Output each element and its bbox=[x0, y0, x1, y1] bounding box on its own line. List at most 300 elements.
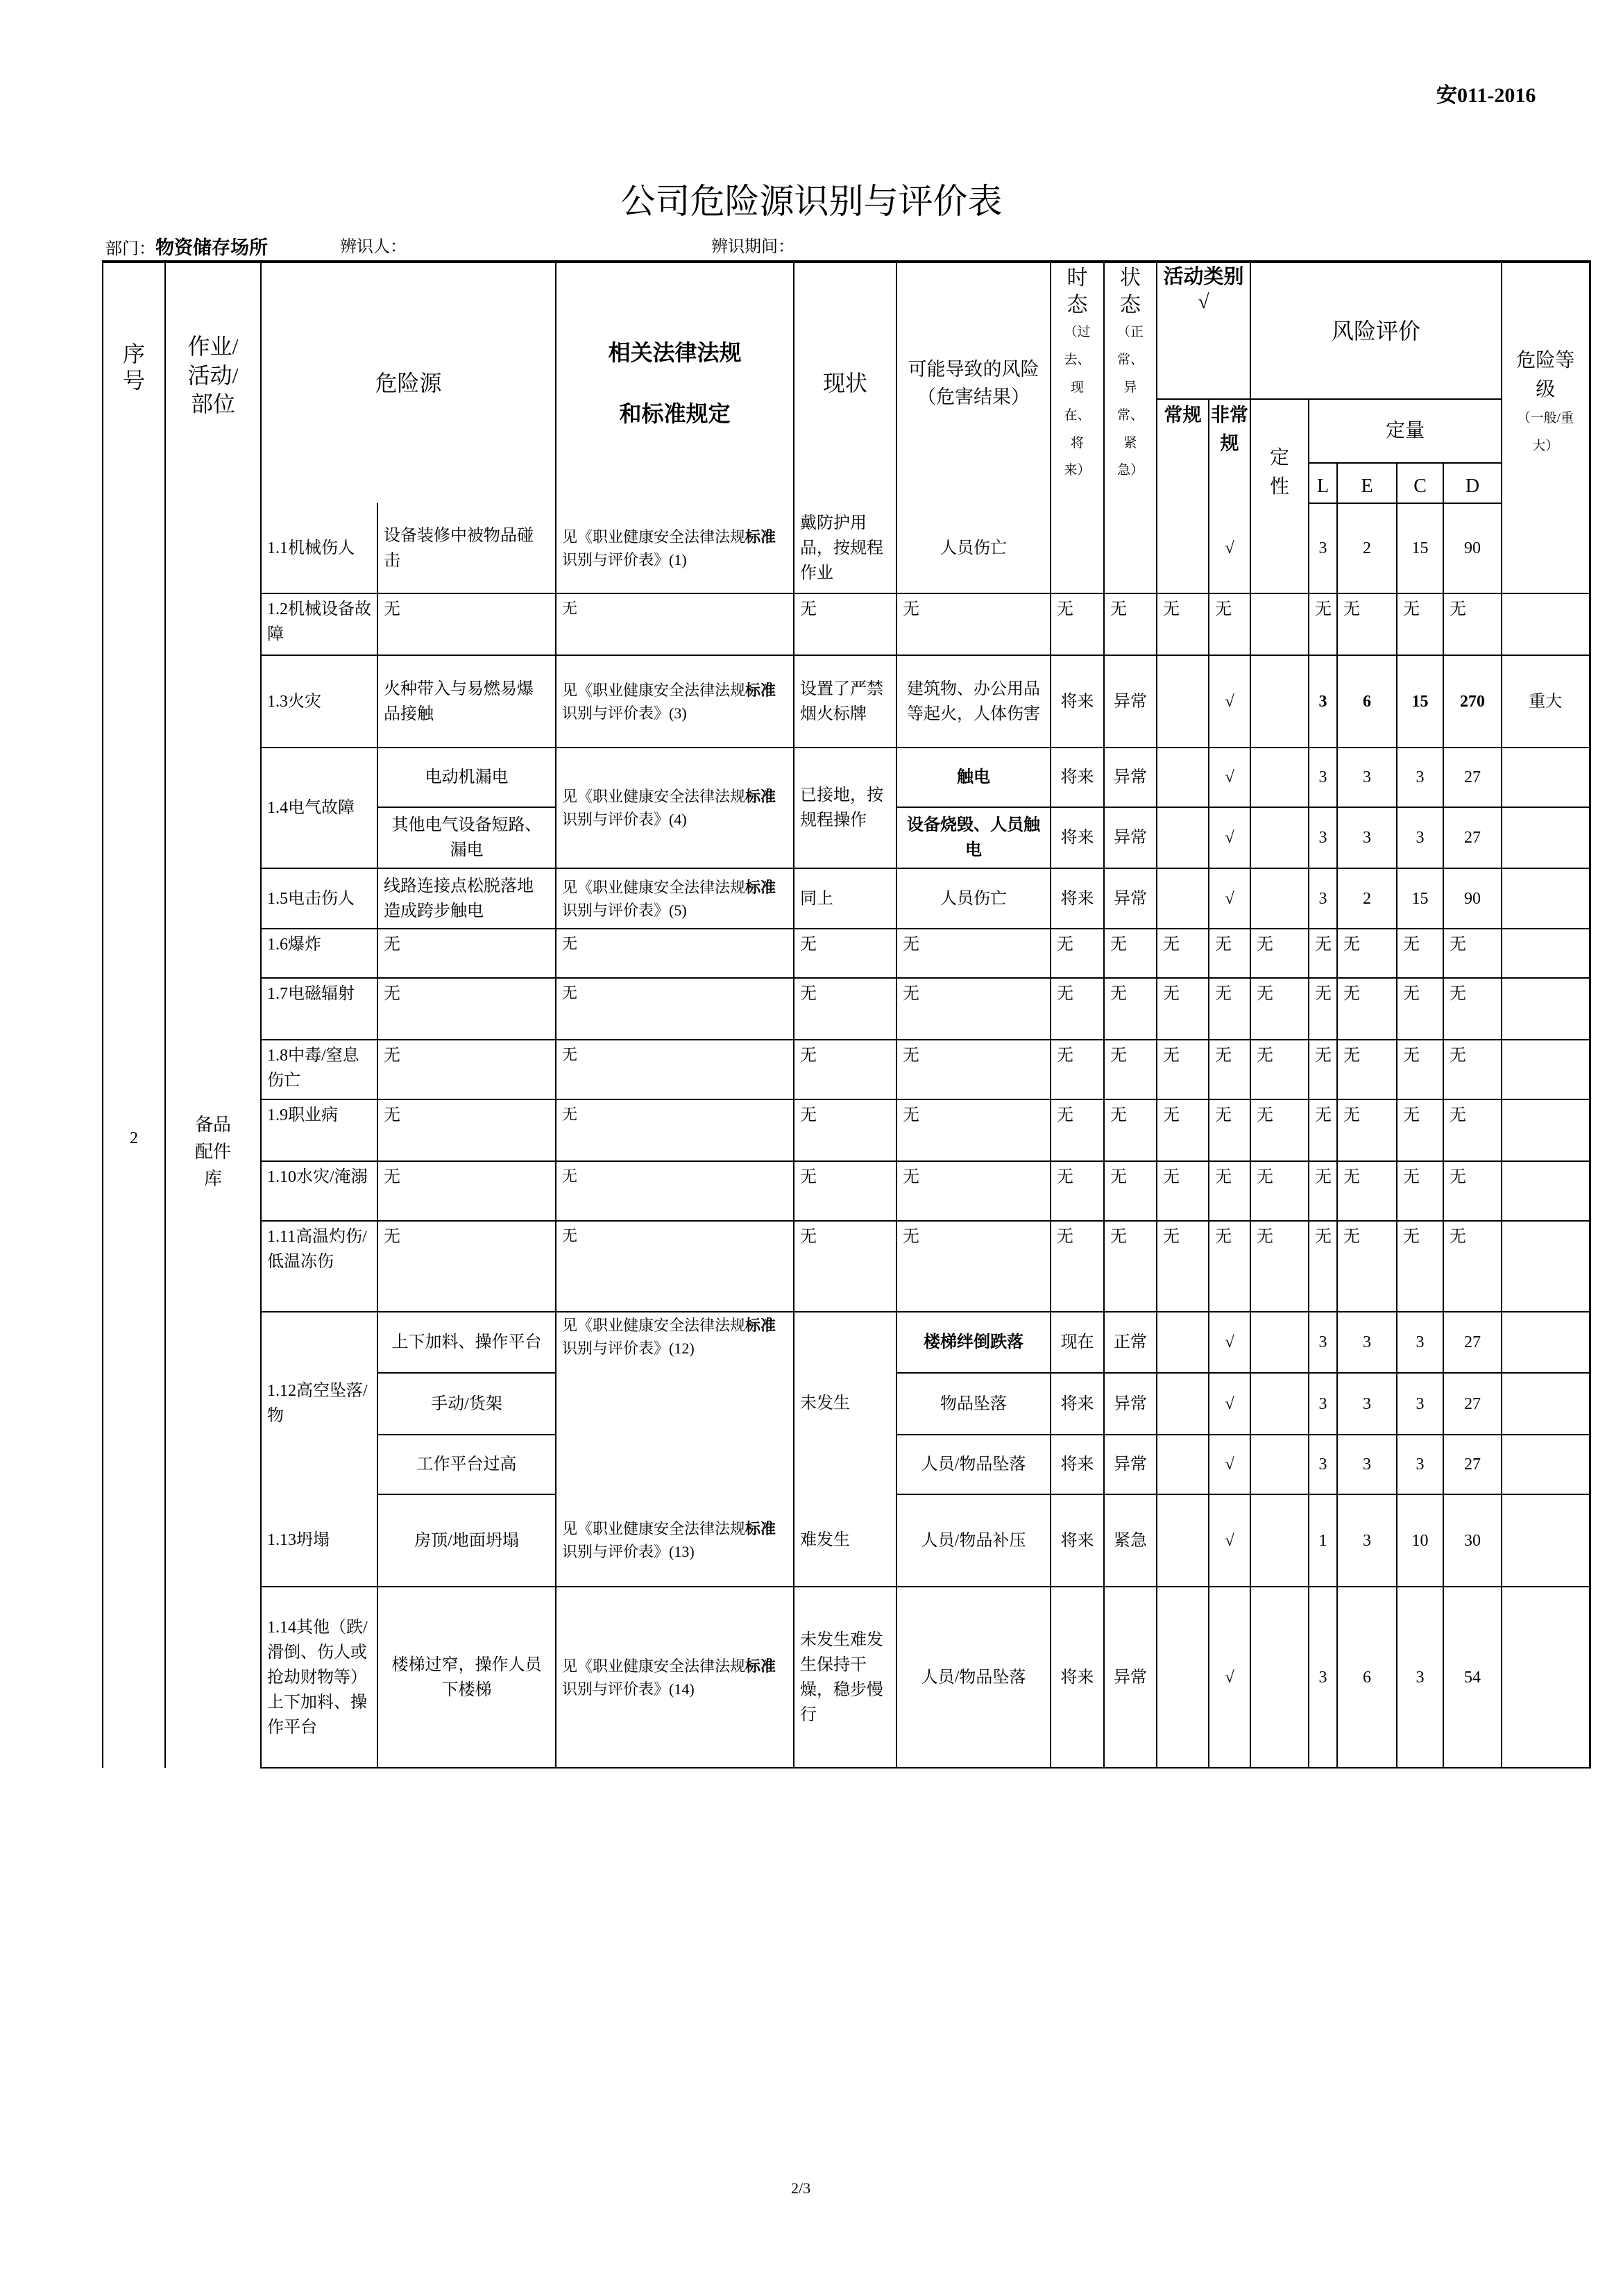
identifier-label: 辨识人： bbox=[340, 238, 407, 256]
possible-risk: 人员伤亡 bbox=[897, 503, 1051, 593]
condition-state: 无 bbox=[1104, 1040, 1157, 1099]
hazard-grade bbox=[1502, 978, 1590, 1040]
qualitative: 无 bbox=[1250, 978, 1309, 1040]
score-l: 无 bbox=[1309, 978, 1337, 1040]
qualitative: 无 bbox=[1250, 1221, 1309, 1312]
law-reference bbox=[556, 655, 794, 748]
condition-state: 异常 bbox=[1104, 1373, 1157, 1435]
non-regular-activity: 无 bbox=[1209, 1099, 1250, 1161]
law-header-line2: 和标准规定 bbox=[619, 401, 731, 426]
regular-activity: 无 bbox=[1157, 929, 1209, 978]
condition-state: 无 bbox=[1104, 929, 1157, 978]
score-e: 无 bbox=[1337, 1040, 1397, 1099]
table-row bbox=[103, 1161, 1590, 1221]
score-l: 3 bbox=[1309, 868, 1337, 929]
score-d: 无 bbox=[1443, 1221, 1502, 1312]
law-suffix: 识别与评价表》 bbox=[562, 704, 670, 722]
law-prefix: 见《职业健康安全法律法规 bbox=[562, 878, 746, 896]
hazard-source: 设备装修中被物品碰击 bbox=[377, 503, 556, 593]
score-l: 1 bbox=[1309, 1494, 1337, 1587]
hazard-grade bbox=[1502, 1494, 1590, 1587]
time-header-note: （过去、现在、将来） bbox=[1064, 325, 1091, 478]
possible-risk: 无 bbox=[897, 1161, 1051, 1221]
qualitative bbox=[1250, 1494, 1309, 1587]
table-row bbox=[103, 593, 1590, 655]
law-reference bbox=[556, 748, 794, 868]
regular-activity bbox=[1157, 868, 1209, 929]
score-e: 3 bbox=[1337, 807, 1397, 868]
law-prefix: 见《职业健康安全法律法规 bbox=[562, 1520, 746, 1537]
qualitative bbox=[1250, 1373, 1309, 1435]
table-row bbox=[103, 748, 1590, 807]
time-state: 无 bbox=[1051, 1040, 1104, 1099]
regular-activity bbox=[1157, 1587, 1209, 1768]
hazard-source: 无 bbox=[377, 978, 556, 1040]
hazard-source: 无 bbox=[377, 929, 556, 978]
condition-state: 异常 bbox=[1104, 748, 1157, 807]
hazard-category: 1.3火灾 bbox=[261, 655, 377, 748]
score-c: 3 bbox=[1397, 1373, 1443, 1435]
possible-risk: 无 bbox=[897, 978, 1051, 1040]
qualitative bbox=[1250, 1312, 1309, 1373]
possible-risk: 无 bbox=[897, 1040, 1051, 1099]
law-bold: 标准 bbox=[745, 788, 776, 805]
regular-activity: 无 bbox=[1157, 1221, 1209, 1312]
score-d: 无 bbox=[1443, 1040, 1502, 1099]
work-column bbox=[165, 262, 261, 1768]
score-c: 15 bbox=[1397, 655, 1443, 748]
hazard-grade bbox=[1502, 1587, 1590, 1768]
state-header-label: 状态 bbox=[1120, 267, 1141, 316]
regular-activity: 无 bbox=[1157, 1099, 1209, 1161]
non-regular-activity: 无 bbox=[1209, 1040, 1250, 1099]
hazard-category: 1.5电击伤人 bbox=[261, 868, 377, 929]
hazard-source: 房顶/地面坍塌 bbox=[377, 1494, 556, 1587]
hazard-grade bbox=[1502, 1373, 1590, 1435]
current-status: 难发生 bbox=[794, 1494, 897, 1587]
time-state: 无 bbox=[1051, 593, 1104, 655]
law-reference: 无 bbox=[556, 1161, 794, 1221]
hazard-category: 1.6爆炸 bbox=[261, 929, 377, 978]
law-number: (1) bbox=[669, 550, 687, 568]
table-row bbox=[103, 1221, 1590, 1312]
condition-state: 正常 bbox=[1104, 1312, 1157, 1373]
score-e: 无 bbox=[1337, 1221, 1397, 1312]
regular-header: 常规 bbox=[1157, 399, 1209, 503]
score-d: 无 bbox=[1443, 593, 1502, 655]
c-header: C bbox=[1397, 463, 1443, 503]
score-c: 3 bbox=[1397, 807, 1443, 868]
condition-state: 异常 bbox=[1104, 868, 1157, 929]
hazard-header: 危险源 bbox=[261, 262, 556, 503]
qualitative: 无 bbox=[1250, 929, 1309, 978]
current-status: 未发生难发生保持干燥，稳步慢行 bbox=[794, 1587, 897, 1768]
hazard-source: 无 bbox=[377, 1040, 556, 1099]
condition-state: 异常 bbox=[1104, 1435, 1157, 1494]
score-c: 10 bbox=[1397, 1494, 1443, 1587]
time-state: 将来 bbox=[1051, 868, 1104, 929]
law-number: (4) bbox=[669, 811, 687, 828]
law-suffix: 识别与评价表》 bbox=[562, 550, 670, 568]
condition-state: 异常 bbox=[1104, 655, 1157, 748]
regular-activity bbox=[1157, 1494, 1209, 1587]
law-reference: 无 bbox=[556, 1099, 794, 1161]
score-e: 3 bbox=[1337, 1312, 1397, 1373]
law-header-line1: 相关法律法规 bbox=[608, 340, 742, 365]
qualitative: 无 bbox=[1250, 1161, 1309, 1221]
condition-state: 无 bbox=[1104, 1221, 1157, 1312]
non-regular-activity: √ bbox=[1209, 748, 1250, 807]
score-d: 无 bbox=[1443, 1099, 1502, 1161]
hazard-grade bbox=[1502, 1312, 1590, 1373]
time-state: 将来 bbox=[1051, 1373, 1104, 1435]
hazard-source: 上下加料、操作平台 bbox=[377, 1312, 556, 1373]
qualitative: 无 bbox=[1250, 1099, 1309, 1161]
score-c: 无 bbox=[1397, 1040, 1443, 1099]
score-d: 无 bbox=[1443, 929, 1502, 978]
score-l: 无 bbox=[1309, 1161, 1337, 1221]
possible-risk: 人员/物品坠落 bbox=[897, 1435, 1051, 1494]
hazard-source: 无 bbox=[377, 593, 556, 655]
law-reference: 无 bbox=[556, 978, 794, 1040]
law-reference bbox=[556, 1587, 794, 1768]
department bbox=[105, 233, 268, 260]
time-state: 将来 bbox=[1051, 1587, 1104, 1768]
non-regular-activity: 无 bbox=[1209, 929, 1250, 978]
condition-state: 无 bbox=[1104, 1161, 1157, 1221]
law-reference bbox=[556, 1494, 794, 1587]
current-status: 无 bbox=[794, 1161, 897, 1221]
non-regular-activity: √ bbox=[1209, 868, 1250, 929]
condition-state: 无 bbox=[1104, 1099, 1157, 1161]
score-e: 2 bbox=[1337, 503, 1397, 593]
hazard-category: 1.8中毒/窒息伤亡 bbox=[261, 1040, 377, 1099]
table-row bbox=[103, 503, 1590, 593]
law-bold: 标准 bbox=[745, 1657, 776, 1675]
score-c: 无 bbox=[1397, 1221, 1443, 1312]
seq-column bbox=[103, 262, 165, 1768]
score-d: 27 bbox=[1443, 1373, 1502, 1435]
score-d: 27 bbox=[1443, 1435, 1502, 1494]
score-l: 3 bbox=[1309, 748, 1337, 807]
current-status: 无 bbox=[794, 1221, 897, 1312]
law-reference: 无 bbox=[556, 929, 794, 978]
hazard-grade bbox=[1502, 807, 1590, 868]
regular-activity: 无 bbox=[1157, 1040, 1209, 1099]
regular-activity bbox=[1157, 748, 1209, 807]
score-e: 6 bbox=[1337, 655, 1397, 748]
hazard-category: 1.9职业病 bbox=[261, 1099, 377, 1161]
hazard-grade bbox=[1502, 503, 1590, 593]
hazard-source: 电动机漏电 bbox=[377, 748, 556, 807]
hazard-category: 1.10水灾/淹溺 bbox=[261, 1161, 377, 1221]
condition-state: 紧急 bbox=[1104, 1494, 1157, 1587]
page-number: 2/3 bbox=[791, 2179, 811, 2197]
nonregular-header: 非常规 bbox=[1209, 399, 1250, 503]
non-regular-activity: 无 bbox=[1209, 593, 1250, 655]
law-prefix: 见《职业健康安全法律法规 bbox=[562, 788, 746, 805]
current-status: 已接地，按规程操作 bbox=[794, 748, 897, 868]
e-header: E bbox=[1337, 463, 1397, 503]
condition-state: 异常 bbox=[1104, 807, 1157, 868]
law-suffix: 识别与评价表》 bbox=[562, 901, 670, 919]
law-suffix: 识别与评价表》 bbox=[562, 811, 670, 828]
hazard-category: 1.11高温灼伤/低温冻伤 bbox=[261, 1221, 377, 1312]
hazard-grade bbox=[1502, 1221, 1590, 1312]
hazard-grade bbox=[1502, 929, 1590, 978]
hazard-grade bbox=[1502, 1435, 1590, 1494]
hazard-source: 手动/货架 bbox=[377, 1373, 556, 1435]
current-status: 无 bbox=[794, 978, 897, 1040]
possible-risk: 人员伤亡 bbox=[897, 868, 1051, 929]
hazard-source: 无 bbox=[377, 1099, 556, 1161]
law-reference: 无 bbox=[556, 593, 794, 655]
non-regular-activity: 无 bbox=[1209, 1221, 1250, 1312]
law-prefix: 见《职业健康安全法律法规 bbox=[562, 1657, 746, 1675]
possible-risk: 楼梯绊倒跌落 bbox=[897, 1312, 1051, 1373]
time-state: 无 bbox=[1051, 1221, 1104, 1312]
qualitative bbox=[1250, 807, 1309, 868]
score-e: 无 bbox=[1337, 593, 1397, 655]
regular-activity bbox=[1157, 503, 1209, 593]
score-l: 3 bbox=[1309, 1587, 1337, 1768]
regular-activity: 无 bbox=[1157, 978, 1209, 1040]
score-d: 270 bbox=[1443, 655, 1502, 748]
grade-header bbox=[1502, 262, 1590, 503]
possible-risk: 人员/物品坠落 bbox=[897, 1587, 1051, 1768]
hazard-source: 楼梯过窄，操作人员下楼梯 bbox=[377, 1587, 556, 1768]
score-d: 90 bbox=[1443, 503, 1502, 593]
score-e: 3 bbox=[1337, 1373, 1397, 1435]
current-status: 同上 bbox=[794, 868, 897, 929]
table-row bbox=[103, 929, 1590, 978]
possible-risk: 建筑物、办公用品等起火，人体伤害 bbox=[897, 655, 1051, 748]
score-d: 无 bbox=[1443, 1161, 1502, 1221]
hazard-source: 工作平台过高 bbox=[377, 1435, 556, 1494]
score-l: 3 bbox=[1309, 807, 1337, 868]
score-e: 3 bbox=[1337, 1494, 1397, 1587]
score-c: 3 bbox=[1397, 1435, 1443, 1494]
score-l: 3 bbox=[1309, 1435, 1337, 1494]
table-row bbox=[103, 1040, 1590, 1099]
hazard-category: 1.1机械伤人 bbox=[261, 503, 377, 593]
time-state: 无 bbox=[1051, 1099, 1104, 1161]
score-c: 15 bbox=[1397, 503, 1443, 593]
law-reference bbox=[556, 1312, 794, 1494]
law-bold: 标准 bbox=[745, 1520, 776, 1537]
state-header-note: （正常、异常、紧急） bbox=[1117, 325, 1144, 478]
risk-header: 可能导致的风险（危害结果） bbox=[897, 262, 1051, 503]
hazard-grade bbox=[1502, 1040, 1590, 1099]
law-bold: 标准 bbox=[745, 1317, 776, 1334]
hazard-category: 1.14其他（跌/滑倒、伤人或抢劫财物等）上下加料、操作平台 bbox=[261, 1587, 377, 1768]
score-d: 27 bbox=[1443, 748, 1502, 807]
possible-risk: 设备烧毁、人员触电 bbox=[897, 807, 1051, 868]
qualitative bbox=[1250, 503, 1309, 593]
score-c: 无 bbox=[1397, 978, 1443, 1040]
non-regular-activity: 无 bbox=[1209, 1161, 1250, 1221]
regular-activity: 无 bbox=[1157, 1161, 1209, 1221]
regular-activity bbox=[1157, 1435, 1209, 1494]
non-regular-activity: √ bbox=[1209, 1435, 1250, 1494]
condition-state: 无 bbox=[1104, 978, 1157, 1040]
current-status: 未发生 bbox=[794, 1312, 897, 1494]
score-c: 无 bbox=[1397, 929, 1443, 978]
score-c: 无 bbox=[1397, 1099, 1443, 1161]
hazard-grade bbox=[1502, 1099, 1590, 1161]
score-e: 6 bbox=[1337, 1587, 1397, 1768]
qualitative-header: 定性 bbox=[1250, 399, 1309, 503]
non-regular-activity: √ bbox=[1209, 655, 1250, 748]
status-header: 现状 bbox=[794, 262, 897, 503]
hazard-source: 无 bbox=[377, 1161, 556, 1221]
law-number: (12) bbox=[669, 1340, 695, 1357]
qualitative bbox=[1250, 1435, 1309, 1494]
score-d: 90 bbox=[1443, 868, 1502, 929]
department-value: 物资储存场所 bbox=[155, 237, 268, 258]
law-suffix: 识别与评价表》 bbox=[562, 1543, 670, 1560]
law-prefix: 见《职业健康安全法律法规 bbox=[562, 681, 746, 699]
time-state: 将来 bbox=[1051, 655, 1104, 748]
hazard-category: 1.13坍塌 bbox=[261, 1494, 377, 1587]
hazard-category: 1.7电磁辐射 bbox=[261, 978, 377, 1040]
law-number: (5) bbox=[669, 901, 687, 919]
score-l: 无 bbox=[1309, 1099, 1337, 1161]
time-header-label: 时态 bbox=[1067, 267, 1088, 316]
score-c: 无 bbox=[1397, 1161, 1443, 1221]
non-regular-activity: 无 bbox=[1209, 978, 1250, 1040]
current-status: 无 bbox=[794, 593, 897, 655]
time-state: 无 bbox=[1051, 929, 1104, 978]
seq-value: 2 bbox=[130, 1129, 138, 1147]
time-state: 无 bbox=[1051, 978, 1104, 1040]
current-status: 设置了严禁烟火标牌 bbox=[794, 655, 897, 748]
department-label: 部门： bbox=[105, 240, 155, 258]
score-e: 无 bbox=[1337, 1099, 1397, 1161]
table-row bbox=[103, 1494, 1590, 1587]
possible-risk: 无 bbox=[897, 1099, 1051, 1161]
hazard-source: 其他电气设备短路、漏电 bbox=[377, 807, 556, 868]
work-header: 作业/活动/部位 bbox=[187, 334, 239, 417]
score-e: 无 bbox=[1337, 929, 1397, 978]
regular-activity: 无 bbox=[1157, 593, 1209, 655]
qualitative bbox=[1250, 655, 1309, 748]
possible-risk: 无 bbox=[897, 1221, 1051, 1312]
current-status: 戴防护用品，按规程作业 bbox=[794, 503, 897, 593]
hazard-category: 1.12高空坠落/物 bbox=[261, 1312, 377, 1494]
law-reference bbox=[556, 868, 794, 929]
score-d: 27 bbox=[1443, 807, 1502, 868]
possible-risk: 无 bbox=[897, 929, 1051, 978]
law-bold: 标准 bbox=[745, 527, 776, 546]
condition-state: 无 bbox=[1104, 593, 1157, 655]
table-row bbox=[103, 1312, 1590, 1373]
time-state bbox=[1051, 503, 1104, 593]
seq-header: 序号 bbox=[122, 341, 145, 394]
qualitative bbox=[1250, 748, 1309, 807]
hazard-grade bbox=[1502, 1161, 1590, 1221]
d-header: D bbox=[1443, 463, 1502, 503]
law-number: (3) bbox=[669, 704, 687, 722]
hazard-source: 无 bbox=[377, 1221, 556, 1312]
possible-risk: 人员/物品补压 bbox=[897, 1494, 1051, 1587]
score-l: 3 bbox=[1309, 1312, 1337, 1373]
law-number: (13) bbox=[669, 1543, 695, 1560]
law-reference: 无 bbox=[556, 1221, 794, 1312]
hazard-table bbox=[102, 260, 1591, 1769]
l-header: L bbox=[1309, 463, 1337, 503]
law-suffix: 识别与评价表》 bbox=[562, 1340, 670, 1357]
score-l: 无 bbox=[1309, 1040, 1337, 1099]
law-prefix: 见《职业健康安全法律法规 bbox=[562, 1317, 746, 1334]
law-reference bbox=[556, 503, 794, 593]
score-c: 3 bbox=[1397, 1312, 1443, 1373]
hazard-grade bbox=[1502, 748, 1590, 807]
period-label: 辨识期间： bbox=[711, 238, 794, 256]
non-regular-activity: √ bbox=[1209, 1494, 1250, 1587]
score-c: 3 bbox=[1397, 748, 1443, 807]
score-l: 无 bbox=[1309, 1221, 1337, 1312]
law-reference: 无 bbox=[556, 1040, 794, 1099]
time-state: 将来 bbox=[1051, 807, 1104, 868]
score-d: 无 bbox=[1443, 978, 1502, 1040]
possible-risk: 无 bbox=[897, 593, 1051, 655]
non-regular-activity: √ bbox=[1209, 503, 1250, 593]
law-number: (14) bbox=[669, 1680, 695, 1698]
score-l: 无 bbox=[1309, 929, 1337, 978]
score-l: 3 bbox=[1309, 503, 1337, 593]
state-header bbox=[1104, 262, 1157, 503]
possible-risk: 物品坠落 bbox=[897, 1373, 1051, 1435]
regular-activity bbox=[1157, 807, 1209, 868]
law-bold: 标准 bbox=[745, 681, 776, 699]
hazard-category: 1.4电气故障 bbox=[261, 748, 377, 868]
table-row bbox=[103, 1587, 1590, 1768]
time-header bbox=[1051, 262, 1104, 503]
score-e: 3 bbox=[1337, 748, 1397, 807]
table-row bbox=[103, 868, 1590, 929]
score-c: 15 bbox=[1397, 868, 1443, 929]
score-e: 3 bbox=[1337, 1435, 1397, 1494]
qualitative: 无 bbox=[1250, 1040, 1309, 1099]
grade-header-note: （一般/重大） bbox=[1517, 411, 1574, 453]
score-c: 3 bbox=[1397, 1587, 1443, 1768]
time-state: 无 bbox=[1051, 1161, 1104, 1221]
score-l: 3 bbox=[1309, 655, 1337, 748]
law-bold: 标准 bbox=[745, 878, 776, 896]
condition-state bbox=[1104, 503, 1157, 593]
hazard-grade bbox=[1502, 593, 1590, 655]
document-number: 安011-2016 bbox=[1436, 84, 1536, 107]
regular-activity bbox=[1157, 1373, 1209, 1435]
table-row bbox=[103, 655, 1590, 748]
qualitative bbox=[1250, 868, 1309, 929]
time-state: 现在 bbox=[1051, 1312, 1104, 1373]
time-state: 将来 bbox=[1051, 1494, 1104, 1587]
quantitative-header: 定量 bbox=[1309, 399, 1502, 463]
qualitative bbox=[1250, 593, 1309, 655]
score-e: 无 bbox=[1337, 1161, 1397, 1221]
law-header bbox=[556, 262, 794, 503]
non-regular-activity: √ bbox=[1209, 1373, 1250, 1435]
score-d: 27 bbox=[1443, 1312, 1502, 1373]
score-e: 2 bbox=[1337, 868, 1397, 929]
qualitative bbox=[1250, 1587, 1309, 1768]
score-l: 无 bbox=[1309, 593, 1337, 655]
location-value: 备品配件库 bbox=[194, 1115, 231, 1189]
time-state: 将来 bbox=[1051, 748, 1104, 807]
score-d: 54 bbox=[1443, 1587, 1502, 1768]
